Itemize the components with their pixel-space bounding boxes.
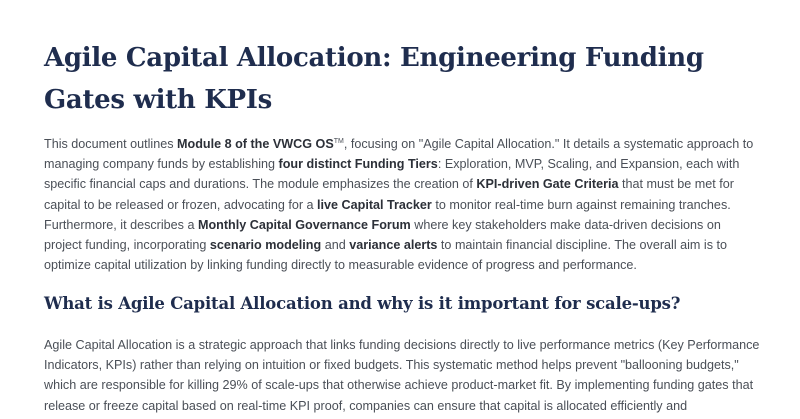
trademark-mark: TM xyxy=(333,138,344,145)
intro-bold-funding-tiers: four distinct Funding Tiers xyxy=(278,157,438,172)
intro-bold-capital-tracker: live Capital Tracker xyxy=(317,197,432,212)
intro-bold-governance-forum: Monthly Capital Governance Forum xyxy=(197,217,411,232)
intro-text: to monitor real-time burn against remaining tranches. Furthermore, it describes a xyxy=(44,197,731,232)
section-heading: What is Agile Capital Allocation and why is it important for scale-ups? xyxy=(44,294,681,313)
intro-text: where key stakeholders make data-driven decisions on project funding, incorporating xyxy=(44,217,721,253)
intro-text: that must be met for capital to be released or frozen, advocating for a xyxy=(44,177,734,212)
intro-paragraph xyxy=(44,134,760,275)
intro-bold-variance-alerts: variance alerts xyxy=(349,238,438,253)
intro-bold-scenario-modeling: scenario modeling xyxy=(209,238,322,253)
intro-text: and xyxy=(321,238,350,253)
intro-text: This document outlines xyxy=(44,137,178,151)
intro-text: to maintain financial discipline. The overall aim is to optimize capital utilization by linking funding directly to measurable evidence of progress and performance. xyxy=(44,238,728,273)
intro-bold-gate-criteria: KPI-driven Gate Criteria xyxy=(476,177,619,192)
section-body-paragraph: Agile Capital Allocation is a strategic approach that links funding decisions directly to live performance metrics (Key Performance Indicators, KPIs) rather than relying on intuition or fixed budgets. This systematic method helps prevent "ballooning budgets," which are responsible for killing 29% of scale-ups that otherwise achieve product-market fit. By implementing funding gates that release or freeze capital based on real-time KPI proof, companies can ensure that capital is allocated efficiently and xyxy=(44,338,760,413)
intro-bold-module: Module 8 of the VWCG OS xyxy=(177,137,334,151)
page-title: Agile Capital Allocation: Engineering Funding Gates with KPIs xyxy=(44,43,704,115)
intro-text: : Exploration, MVP, Scaling, and Expansion, each with specific financial caps and durations. The module emphasizes the creation of xyxy=(44,157,740,192)
intro-text: , focusing on "Agile Capital Allocation." It details a systematic approach to managing company funds by establishing xyxy=(44,137,754,172)
